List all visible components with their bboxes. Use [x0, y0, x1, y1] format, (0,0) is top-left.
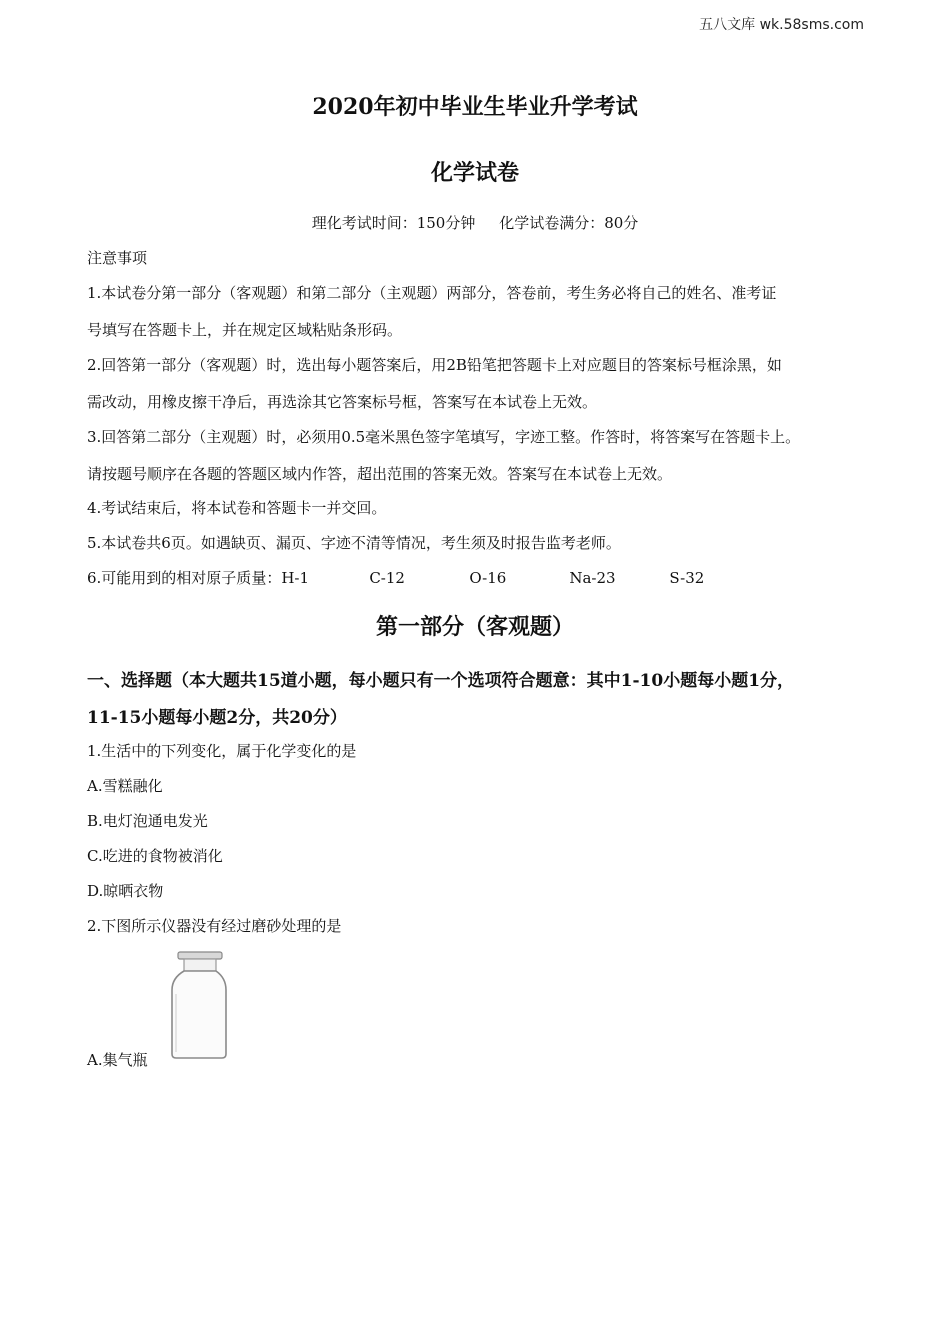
- note-line: 请按题号顺序在各题的答题区域内作答，超出范围的答案无效。答案写在本试卷上无效。: [87, 465, 673, 483]
- atomic-mass-item: C-12: [369, 569, 405, 587]
- part-title: 第一部分（客观题）: [375, 614, 574, 640]
- note-line: 2.回答第一部分（客观题）时，选出每小题答案后，用2B铅笔把答题卡上对应题目的答案标号框涂黑，如: [87, 356, 782, 374]
- question-stem: 1.生活中的下列变化，属于化学变化的是: [87, 742, 357, 760]
- atomic-mass-item: S-32: [669, 569, 705, 587]
- question-stem: 2.下图所示仪器没有经过磨砂处理的是: [87, 917, 342, 935]
- question-option: A.集气瓶: [87, 1051, 148, 1069]
- atomic-mass-item: O-16: [469, 569, 507, 587]
- site-watermark: 五八文库 wk.58sms.com: [699, 17, 864, 33]
- section-heading: 11-15小题每小题2分，共20分）: [87, 708, 347, 728]
- note-line: 3.回答第二部分（主观题）时，必须用0.5毫米黑色签字笔填写，字迹工整。作答时，将答案写在答题卡上。: [87, 428, 801, 446]
- exam-title: 2020年初中毕业生毕业升学考试: [312, 94, 638, 120]
- atomic-mass-item: Na-23: [569, 569, 616, 587]
- question-option: C.吃进的食物被消化: [87, 847, 223, 865]
- note-line: 需改动，用橡皮擦干净后，再选涂其它答案标号框，答案写在本试卷上无效。: [87, 393, 598, 411]
- exam-info: 理化考试时间：150分钟 化学试卷满分：80分: [311, 214, 639, 232]
- note-line: 4.考试结束后，将本试卷和答题卡一并交回。: [87, 499, 387, 517]
- note-line: 1.本试卷分第一部分（客观题）和第二部分（主观题）两部分，答卷前，考生务必将自己的姓名、准考证: [87, 284, 777, 302]
- atomic-mass-label: 6.可能用到的相对原子质量：: [87, 569, 282, 587]
- atomic-mass-line: [87, 567, 704, 588]
- note-line: 5.本试卷共6页。如遇缺页、漏页、字迹不清等情况，考生须及时报告监考老师。: [87, 534, 621, 552]
- exam-subtitle: 化学试卷: [430, 160, 519, 186]
- question-option: A.雪糕融化: [87, 777, 163, 795]
- notes-heading: 注意事项: [87, 249, 148, 267]
- atomic-mass-item: H-1: [281, 569, 310, 587]
- gas-jar-icon: [166, 950, 232, 1062]
- section-heading: 一、选择题（本大题共15道小题，每小题只有一个选项符合题意：其中1-10小题每小题1分，: [87, 671, 795, 691]
- question-option: D.晾晒衣物: [87, 882, 164, 900]
- note-line: 号填写在答题卡上，并在规定区域粘贴条形码。: [87, 321, 403, 339]
- question-option: B.电灯泡通电发光: [87, 812, 208, 830]
